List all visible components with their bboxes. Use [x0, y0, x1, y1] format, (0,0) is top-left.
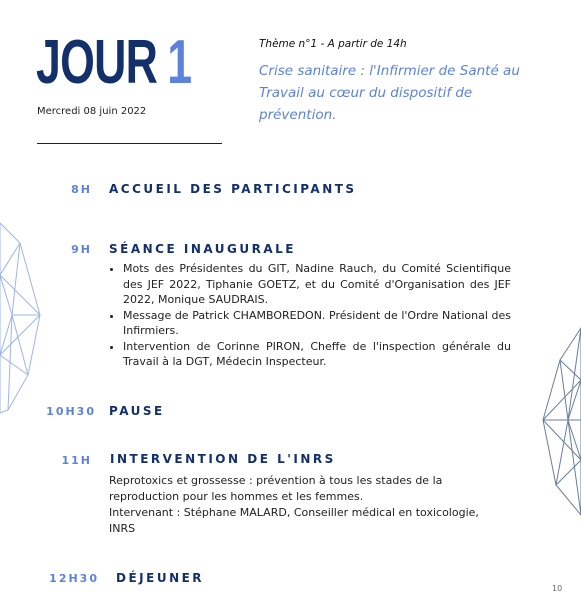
list-item: • Mots des Présidentes du GIT, Nadine Rauch, du Comité Scientifique des JEF 2022, Tiphanie GOETZ, et du Comité d'Organisation des JEF 2022, Monique SAUDRAIS.: [123, 261, 511, 308]
session-description: Reprotoxics et grossesse : prévention à tous les stades de la reproduction pour les hommes et les femmes.: [109, 474, 443, 503]
list-item: • Intervention de Corinne PIRON, Cheffe de l'inspection générale du Travail à la DGT, Médecin Inspecteur.: [123, 339, 511, 370]
schedule-title: DÉJEUNER: [116, 571, 205, 585]
day-title: [36, 30, 191, 96]
geometric-decoration-right: [538, 320, 581, 520]
inaugural-session-list: [108, 261, 511, 370]
schedule-title: SÉANCE INAUGURALE: [109, 242, 296, 256]
day-number: 1: [167, 28, 192, 97]
schedule-title: ACCUEIL DES PARTICIPANTS: [109, 182, 357, 196]
schedule-time: 9H: [71, 243, 92, 256]
divider: [37, 143, 222, 144]
schedule-time: 10H30: [46, 405, 96, 418]
schedule-title: PAUSE: [109, 404, 165, 418]
event-date: Mercredi 08 juin 2022: [37, 106, 147, 117]
theme-label: Thème n°1 - A partir de 14h: [259, 38, 407, 50]
page-number: 10: [552, 584, 563, 593]
session-speaker: Intervenant : Stéphane MALARD, Conseiller médical en toxicologie, INRS: [109, 506, 479, 535]
schedule-time: 8H: [71, 183, 92, 196]
schedule-time: 12H30: [49, 572, 99, 585]
schedule-time: 11H: [61, 454, 92, 467]
schedule-title: INTERVENTION DE L'INRS: [110, 452, 336, 466]
list-item: • Message de Patrick CHAMBOREDON. Président de l'Ordre National des Infirmiers.: [123, 308, 511, 339]
theme-title: Crise sanitaire : l'Infirmier de Santé au Travail au cœur du dispositif de prévention.: [259, 63, 520, 123]
day-word: JOUR: [36, 28, 158, 97]
geometric-decoration-left: [0, 215, 45, 415]
